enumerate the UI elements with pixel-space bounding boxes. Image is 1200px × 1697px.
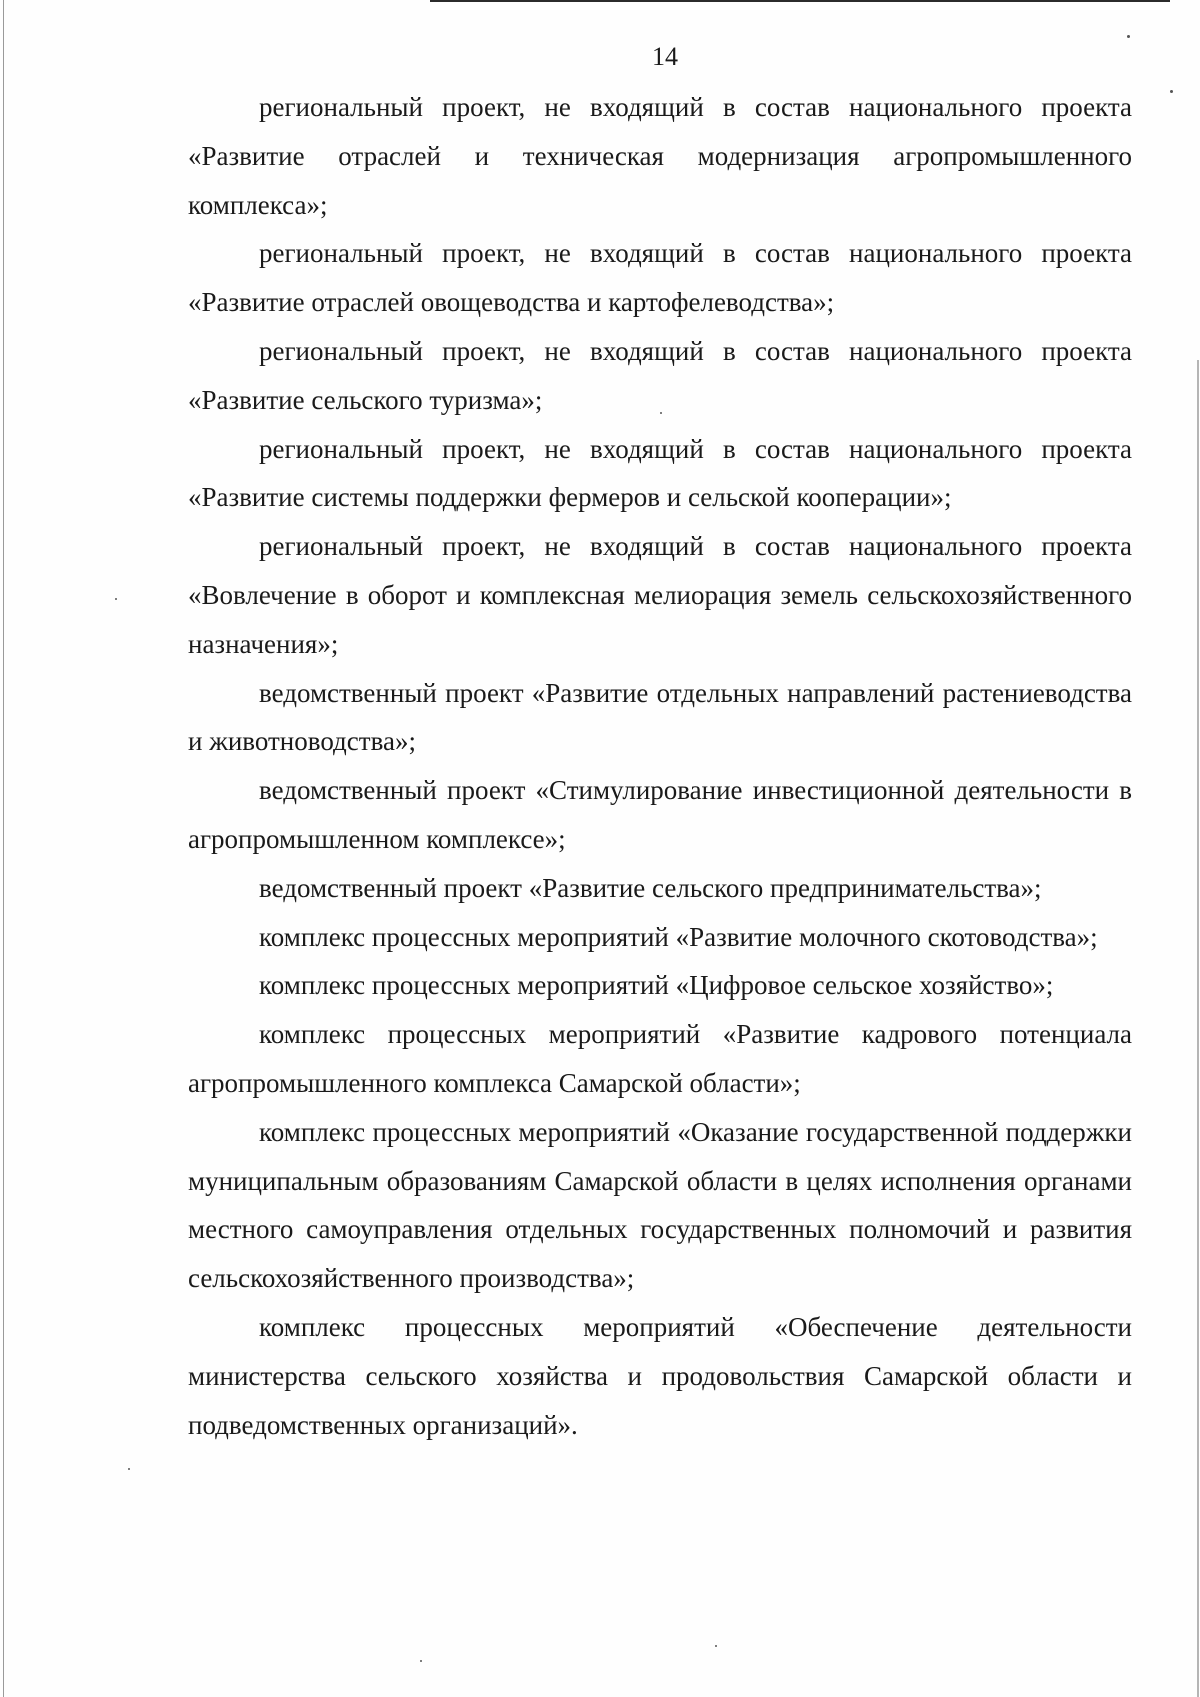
paragraph: региональный проект, не входящий в состав национального проекта «Развитие системы поддержки фермеров и сельской кооперации»; bbox=[188, 433, 1132, 513]
paragraph: комплекс процессных мероприятий «Обеспечение деятельности министерства сельского хозяйства и продовольствия Самарской области и подведомственных организаций». bbox=[188, 1311, 1132, 1440]
scan-speck bbox=[115, 598, 117, 600]
page-number: 14 bbox=[652, 42, 678, 71]
paragraph: комплекс процессных мероприятий «Развитие молочного скотоводства»; bbox=[259, 921, 1098, 952]
scan-speck bbox=[128, 1468, 130, 1470]
paragraph: региональный проект, не входящий в состав национального проекта «Вовлечение в оборот и комплексная мелиорация земель сельскохозяйственного назначения»; bbox=[188, 531, 1132, 659]
scan-left-edge bbox=[3, 0, 4, 1697]
scan-speck bbox=[1127, 35, 1130, 38]
paragraph: комплекс процессных мероприятий «Оказание государственной поддержки муниципальным образованиям Самарской области в целях исполнения органами местного самоуправления отдельных государственных полномочий и развития сельскохозяйственного производства»; bbox=[188, 1116, 1132, 1294]
paragraph: ведомственный проект «Стимулирование инвестиционной деятельности в агропромышленном комплексе»; bbox=[188, 775, 1132, 854]
paragraph: комплекс процессных мероприятий «Развитие кадрового потенциала агропромышленного комплекса Самарской области»; bbox=[188, 1019, 1132, 1098]
paragraph: региональный проект, не входящий в состав национального проекта «Развитие сельского туризма»; bbox=[188, 335, 1132, 415]
scan-speck bbox=[715, 1645, 717, 1647]
scan-speck bbox=[1170, 90, 1173, 93]
paragraph: региональный проект, не входящий в состав национального проекта «Развитие отраслей овощеводства и картофелеводства»; bbox=[188, 238, 1132, 318]
paragraph: ведомственный проект «Развитие отдельных направлений растениеводства и животноводства»; bbox=[188, 677, 1132, 757]
paragraph: комплекс процессных мероприятий «Цифровое сельское хозяйство»; bbox=[259, 970, 1054, 1001]
scan-right-edge bbox=[1197, 360, 1199, 1697]
paragraph: ведомственный проект «Развитие сельского предпринимательства»; bbox=[259, 872, 1042, 903]
scan-speck bbox=[420, 1660, 422, 1662]
paragraph: региональный проект, не входящий в состав национального проекта «Развитие отраслей и техническая модернизация агропромышленного комплекса»; bbox=[188, 92, 1132, 220]
document-body bbox=[188, 83, 1132, 1449]
scan-top-edge bbox=[430, 0, 1170, 2]
